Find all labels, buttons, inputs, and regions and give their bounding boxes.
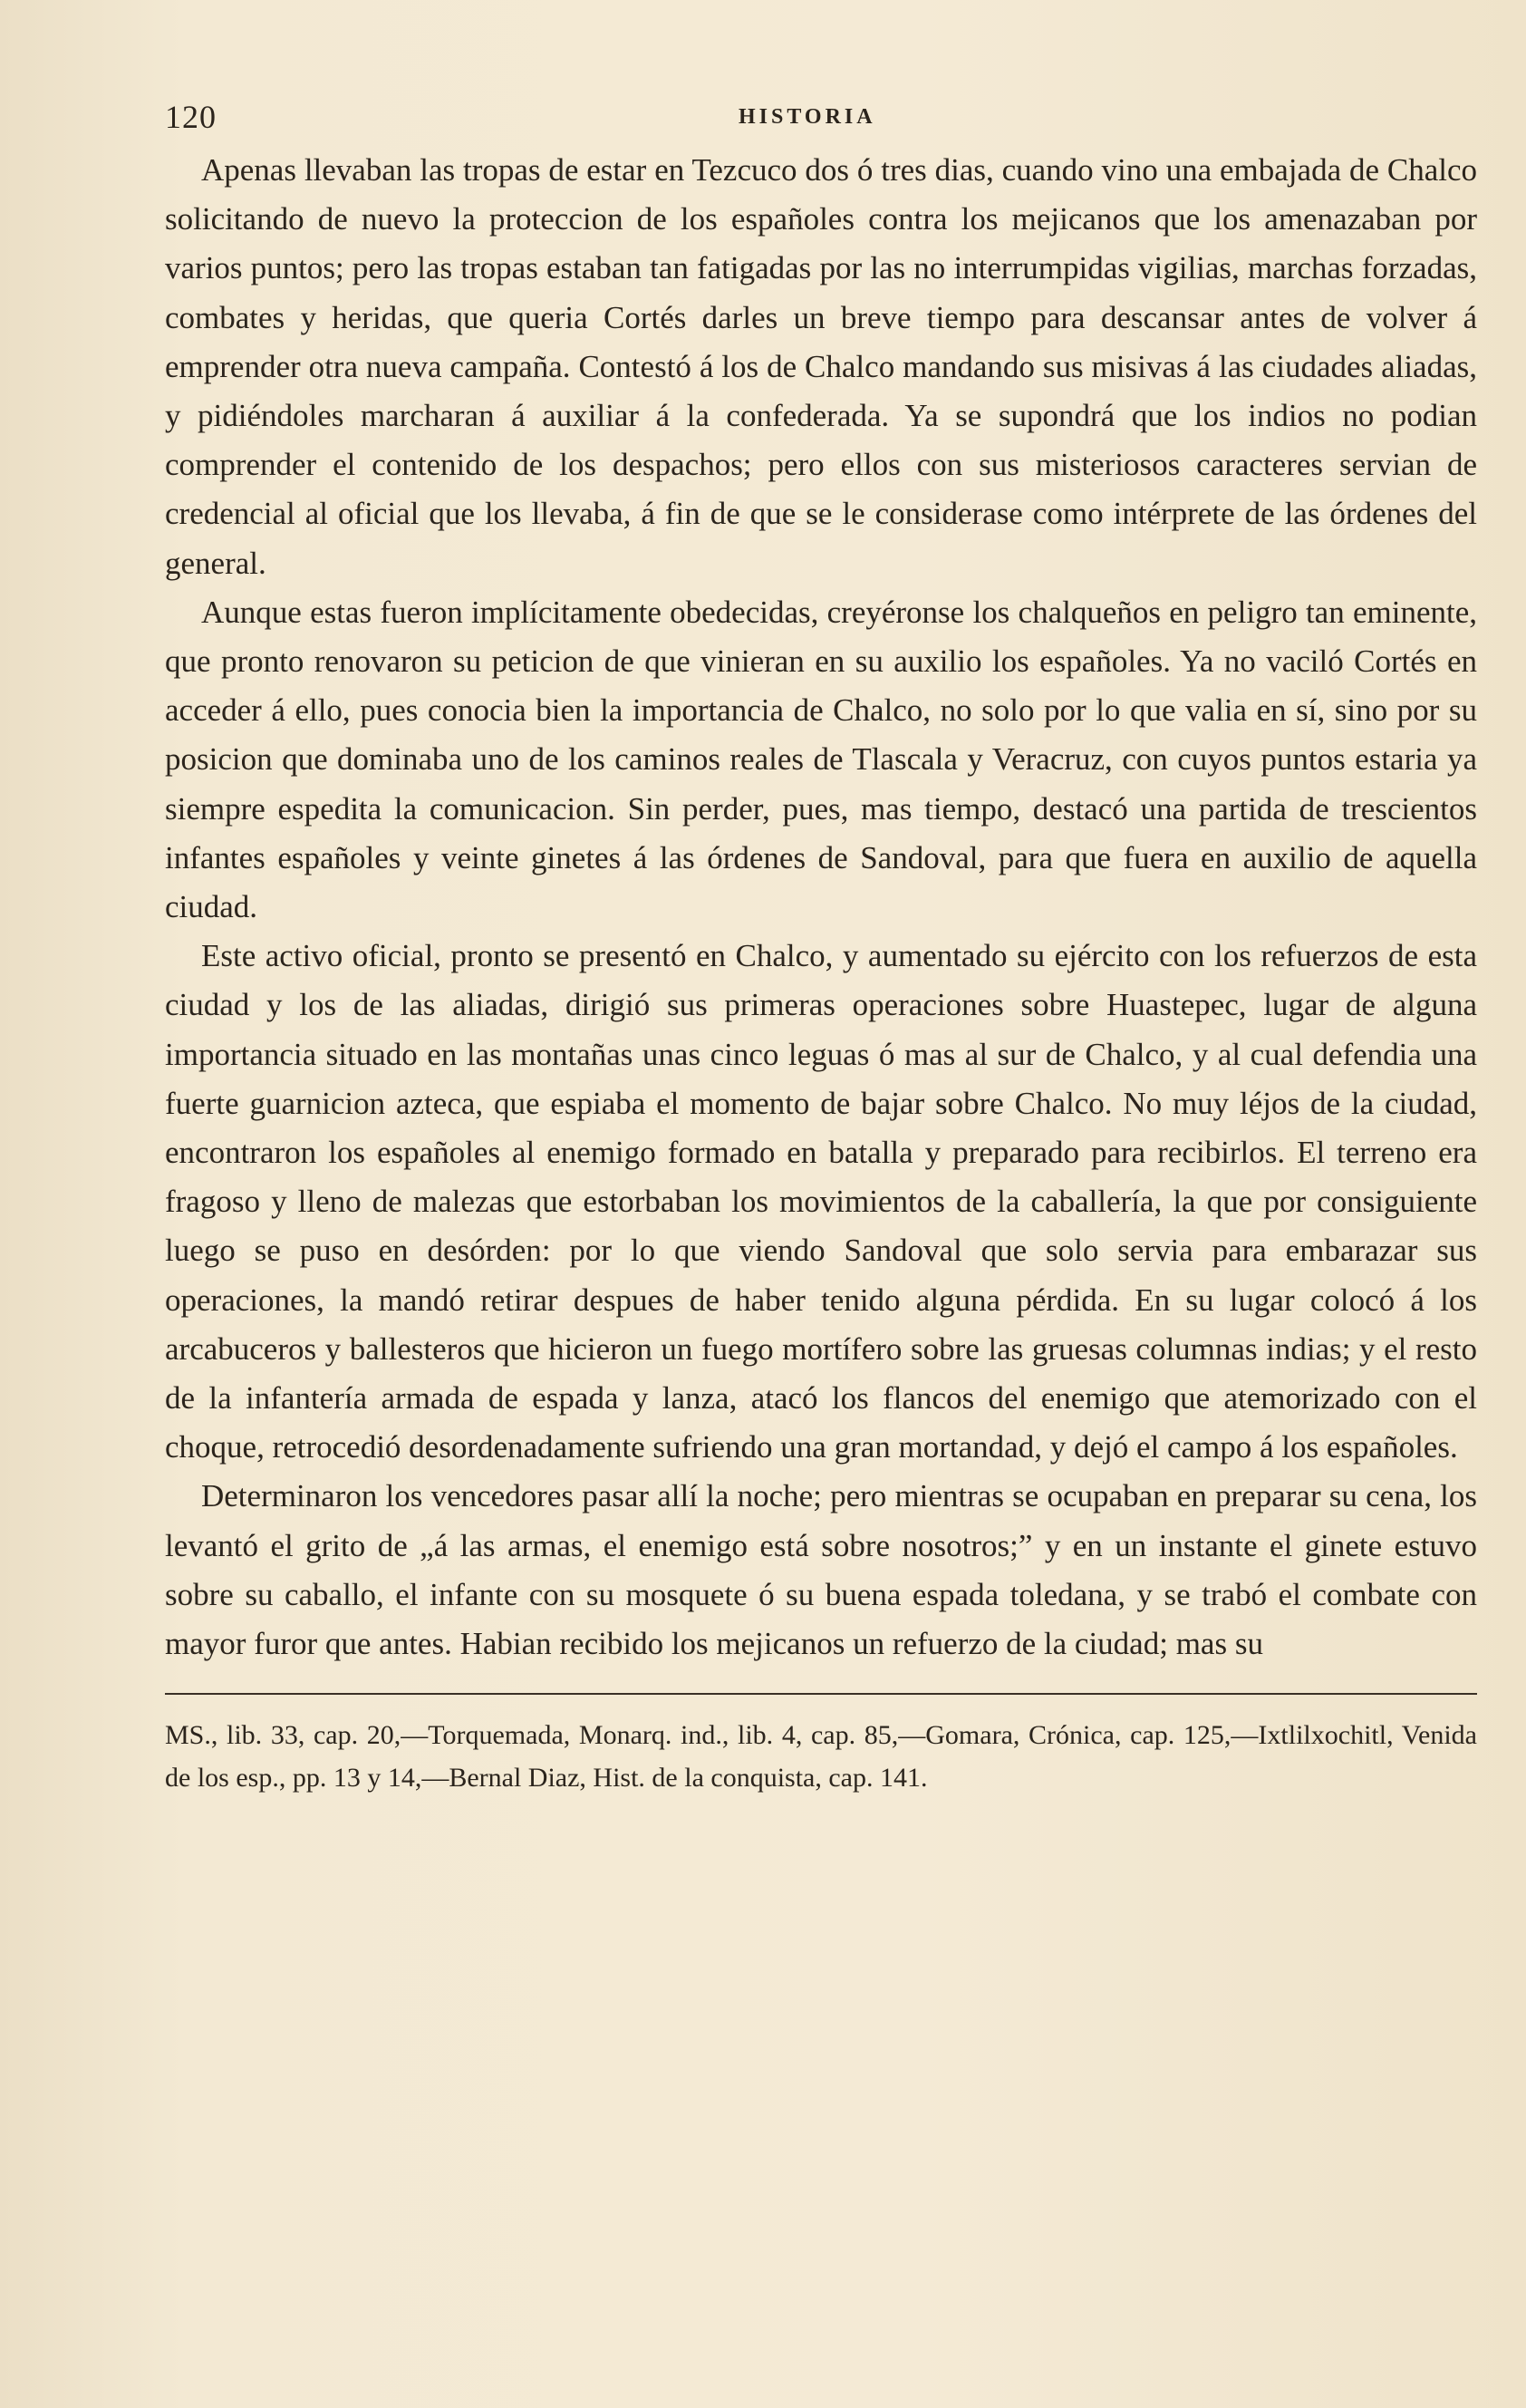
footnote-rule	[165, 1693, 1477, 1695]
paragraph: Apenas llevaban las tropas de estar en Tezcuco dos ó tres dias, cuando vino una embajada de Chalco solicitando de nuevo la proteccion de los españoles contra los mejicanos que los amenazaban por varios puntos; pero las tropas estaban tan fatigadas por las no interrumpidas vigilias, marchas forzadas, combates y heridas, que queria Cortés darles un breve tiempo para descansar antes de volver á emprender otra nueva campaña. Contestó á los de Chalco mandando sus misivas á las ciudades aliadas, y pidiéndoles marcharan á auxiliar á la confederada. Ya se supondrá que los indios no podian comprender el contenido de los despachos; pero ellos con sus misteriosos caracteres servian de credencial al oficial que los llevaba, á fin de que se le considerase como intérprete de las órdenes del general.	[165, 152, 1477, 581]
paragraph: Aunque estas fueron implícitamente obedecidas, creyéronse los chalqueños en peligro tan eminente, que pronto renovaron su peticion de que vinieran en su auxilio los españoles. Ya no vaciló Cortés en acceder á ello, pues conocia bien la importancia de Chalco, no solo por lo que valia en sí, sino por su posicion que dominaba uno de los caminos reales de Tlascala y Veracruz, con cuyos puntos estaria ya siempre espedita la comunicacion. Sin perder, pues, mas tiempo, destacó una partida de trescientos infantes españoles y veinte ginetes á las órdenes de Sandoval, para que fuera en auxilio de aquella ciudad.	[165, 594, 1477, 925]
running-head: HISTORIA	[739, 105, 876, 129]
footnote: MS., lib. 33, cap. 20,—Torquemada, Monarq. ind., lib. 4, cap. 85,—Gomara, Crónica, cap. 125,—Ixtlilxochitl, Venida de los esp., pp. 13 y 14,—Bernal Diaz, Hist. de la conquista, cap. 141.	[165, 1720, 1477, 1794]
book-page	[165, 98, 1477, 1799]
page-number: 120	[165, 99, 217, 135]
body-text	[165, 146, 1477, 1668]
page-header	[165, 98, 1477, 143]
paragraph: Este activo oficial, pronto se presentó en Chalco, y aumentado su ejército con los refuerzos de esta ciudad y los de las aliadas, dirigió sus primeras operaciones sobre Huastepec, lugar de alguna importancia situado en las montañas unas cinco leguas ó mas al sur de Chalco, y al cual defendia una fuerte guarnicion azteca, que espiaba el momento de bajar sobre Chalco. No muy léjos de la ciudad, encontraron los españoles al enemigo formado en batalla y preparado para recibirlos. El terreno era fragoso y lleno de malezas que estorbaban los movimientos de la caballería, la que por consiguiente luego se puso en desórden: por lo que viendo Sandoval que solo servia para embarazar sus operaciones, la mandó retirar despues de haber tenido alguna pérdida. En su lugar colocó á los arcabuceros y ballesteros que hicieron un fuego mortífero sobre las gruesas columnas indias; y el resto de la infantería armada de espada y lanza, atacó los flancos del enemigo que atemorizado con el choque, retrocedió desordenadamente sufriendo una gran mortandad, y dejó el campo á los españoles.	[165, 938, 1477, 1465]
paragraph: Determinaron los vencedores pasar allí la noche; pero mientras se ocupaban en preparar su cena, los levantó el grito de „á las armas, el enemigo está sobre nosotros;” y en un instante el ginete estuvo sobre su caballo, el infante con su mosquete ó su buena espada toledana, y se trabó el combate con mayor furor que antes. Habian recibido los mejicanos un refuerzo de la ciudad; mas su	[165, 1478, 1477, 1662]
